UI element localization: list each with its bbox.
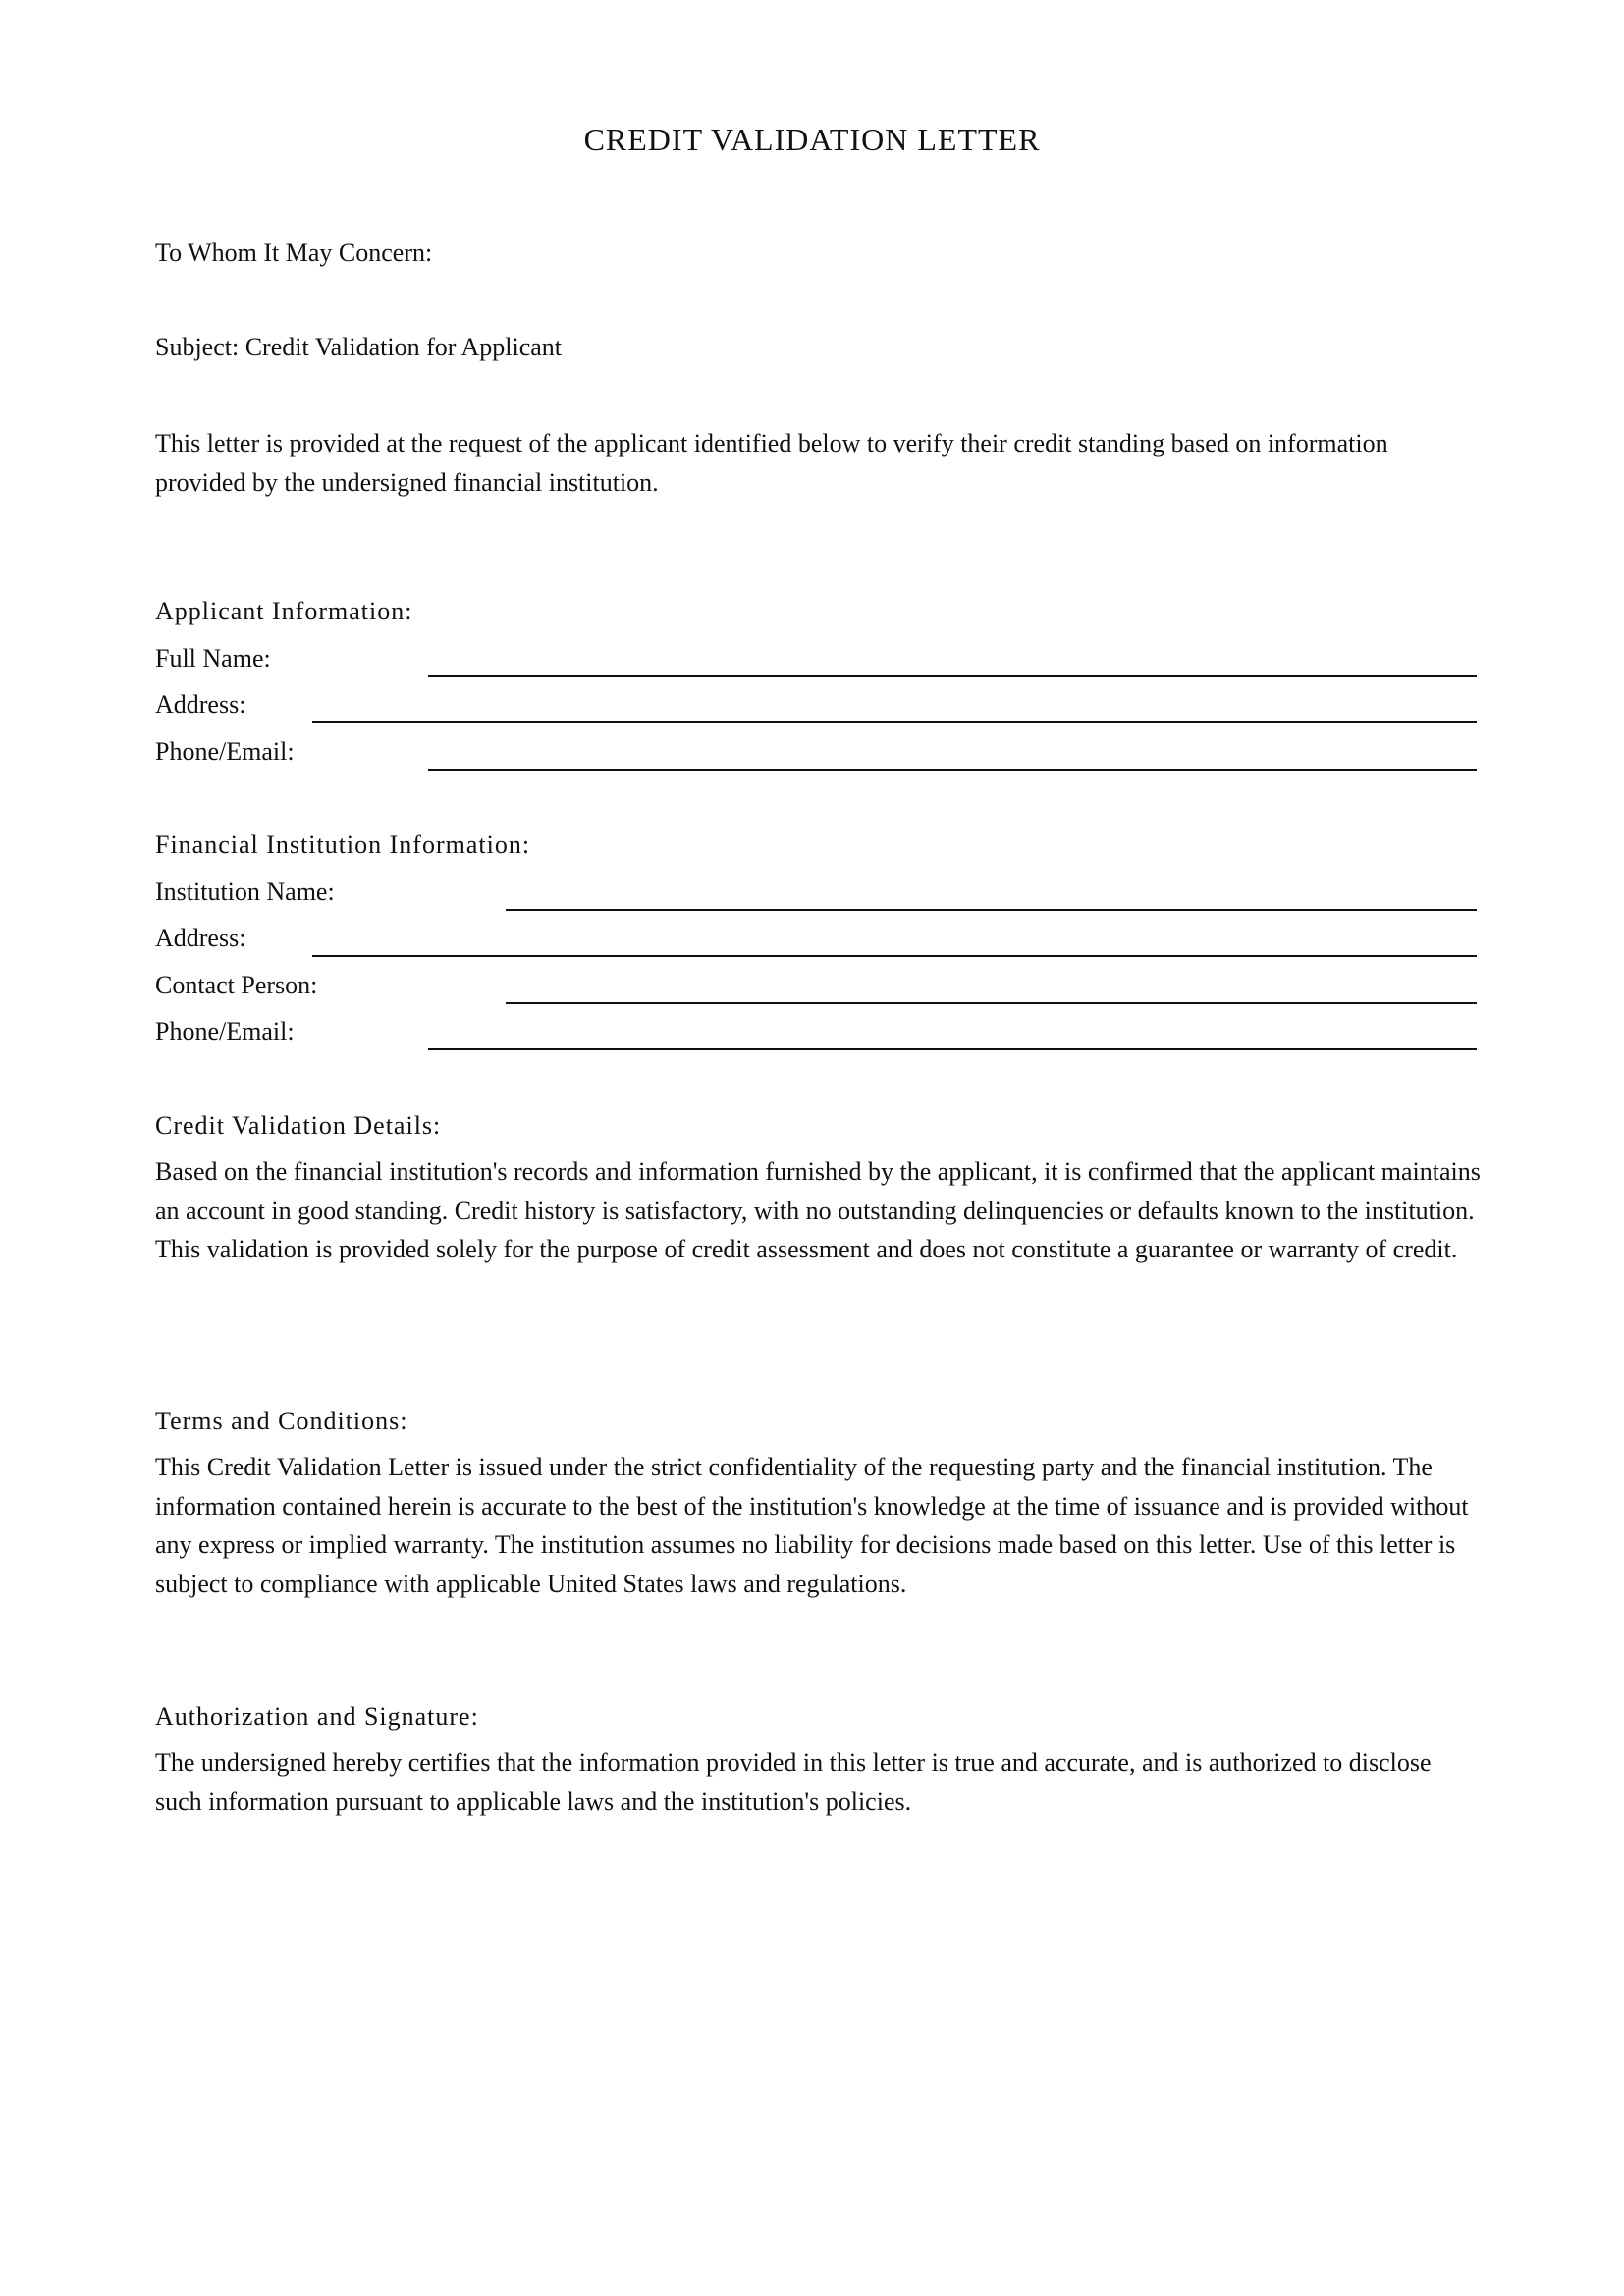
- letter-title: CREDIT VALIDATION LETTER: [583, 122, 1041, 157]
- applicant-full-name-input[interactable]: [428, 675, 1477, 677]
- authorization-heading: Authorization and Signature:: [155, 1702, 479, 1731]
- validation-heading: Credit Validation Details:: [155, 1111, 442, 1140]
- intro-paragraph: This letter is provided at the request of the applicant identified below to verify their credit standing based on information provided by the undersigned financial institution.: [155, 429, 1388, 497]
- field-label: Contact Person:: [155, 971, 318, 999]
- terms-heading: Terms and Conditions:: [155, 1407, 408, 1435]
- authorization-paragraph: The undersigned hereby certifies that the information provided in this letter is true and accurate, and is authorized to disclose such information pursuant to applicable laws and the institution's policies.: [155, 1748, 1432, 1816]
- institution-address-field: [155, 924, 1477, 963]
- institution-contact-person-field: [155, 971, 1477, 1010]
- institution-phone-email-input[interactable]: [428, 1048, 1477, 1050]
- institution-phone-email-field: [155, 1017, 1477, 1056]
- institution-name-field: [155, 878, 1477, 917]
- applicant-address-field: [155, 690, 1477, 729]
- applicant-full-name-field: [155, 644, 1477, 683]
- validation-paragraph: Based on the financial institution's records and information furnished by the applicant, it is confirmed that the applicant maintains an account in good standing. Credit history is satisfactory, with no outstanding delinquencies or defaults known to the institution. This validation is provided solely for the purpose of credit assessment and does not constitute a guarantee or warranty of credit.: [155, 1157, 1481, 1263]
- institution-contact-person-input[interactable]: [506, 1002, 1477, 1004]
- salutation: To Whom It May Concern:: [155, 239, 433, 267]
- institution-name-input[interactable]: [506, 909, 1477, 911]
- subject-line: Subject: Credit Validation for Applicant: [155, 333, 563, 361]
- field-label: Phone/Email:: [155, 737, 295, 766]
- field-label: Address:: [155, 924, 246, 952]
- applicant-phone-email-field: [155, 737, 1477, 776]
- applicant-heading: Applicant Information:: [155, 597, 413, 625]
- institution-address-input[interactable]: [312, 955, 1477, 957]
- terms-paragraph: This Credit Validation Letter is issued under the strict confidentiality of the requesting party and the financial institution. The information contained herein is accurate to the best of the institution's knowledge at the time of issuance and is provided without any express or implied warranty. The institution assumes no liability for decisions made based on this letter. Use of this letter is subject to compliance with applicable United States laws and regulations.: [155, 1453, 1469, 1598]
- institution-heading: Financial Institution Information:: [155, 830, 531, 859]
- applicant-phone-email-input[interactable]: [428, 769, 1477, 771]
- field-label: Address:: [155, 690, 246, 719]
- applicant-address-input[interactable]: [312, 721, 1477, 723]
- field-label: Phone/Email:: [155, 1017, 295, 1045]
- field-label: Full Name:: [155, 644, 271, 672]
- field-label: Institution Name:: [155, 878, 335, 906]
